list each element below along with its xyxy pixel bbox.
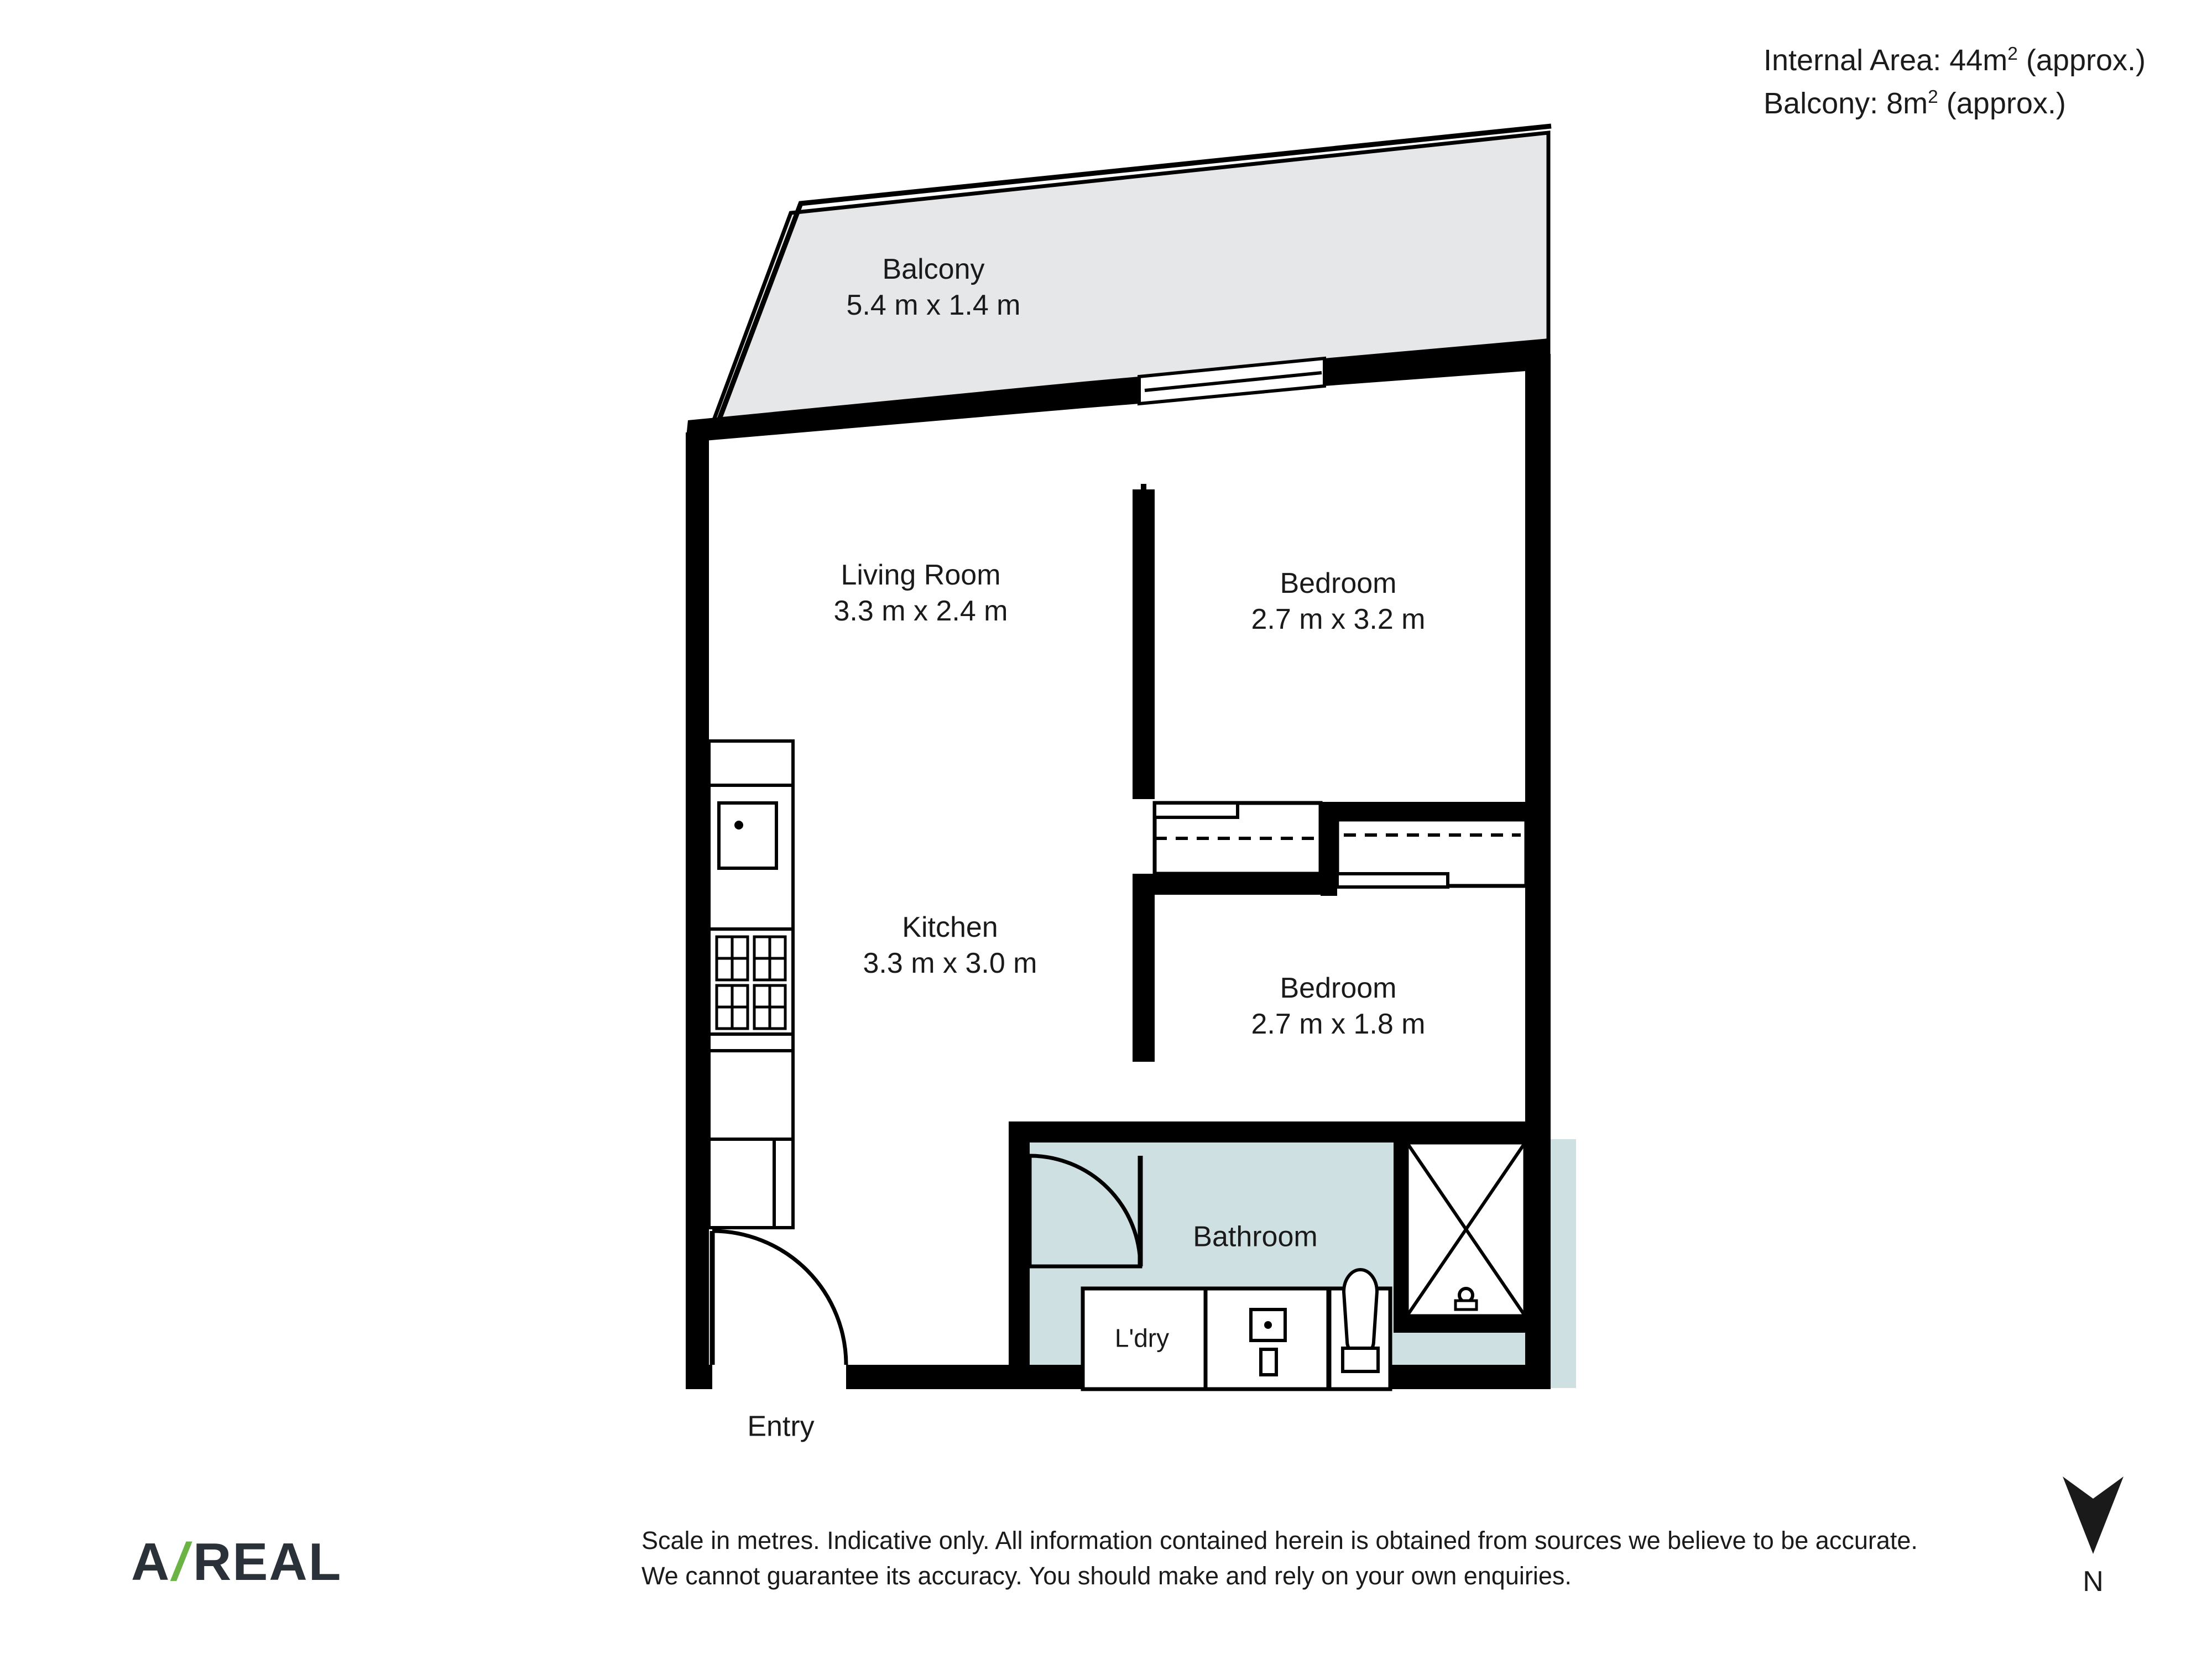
toilet-fixture: [1329, 1270, 1390, 1389]
room-label-balcony: [847, 252, 1021, 324]
logo-text-second: REAL: [193, 1532, 342, 1592]
bedroom2-wardrobe: [1337, 820, 1526, 887]
balcony-area-label: Balcony: 8m: [1764, 87, 1928, 121]
internal-area-suffix: (approx.): [2017, 44, 2146, 77]
room-label-bedroom-1: [1251, 566, 1426, 638]
room-dims: 2.7 m x 3.2 m: [1251, 603, 1426, 635]
vanity-basin: [1206, 1288, 1328, 1389]
room-label-bathroom: [1193, 1219, 1317, 1255]
room-dims: 5.4 m x 1.4 m: [846, 289, 1021, 321]
internal-area-superscript: 2: [2007, 44, 2018, 64]
logo-slash-icon: /: [168, 1532, 196, 1592]
balcony-area-suffix: (approx.): [1938, 87, 2066, 121]
interior-wall-between-bedrooms: [1133, 874, 1321, 895]
entry-door-opening: [712, 1365, 846, 1389]
room-dims: 2.7 m x 1.8 m: [1251, 1008, 1426, 1040]
room-name: Bedroom: [1280, 567, 1397, 599]
bathroom-wall-top: [1009, 1121, 1548, 1142]
exterior-wall-top-door-jamb: [1084, 377, 1139, 408]
room-label-entry: [747, 1409, 814, 1445]
shower-enclosure: [1407, 1142, 1525, 1316]
room-dims: 3.3 m x 2.4 m: [833, 595, 1008, 627]
exterior-wall-right: [1525, 354, 1551, 1388]
compass: [2052, 1471, 2135, 1598]
bathroom-wall-left: [1009, 1121, 1030, 1389]
bathroom-wall-shower-right: [1394, 1316, 1532, 1333]
room-name: Balcony: [882, 253, 985, 285]
room-name: Entry: [747, 1410, 815, 1443]
interior-wall-bedroom2-top: [1321, 802, 1526, 820]
disclaimer-text: Scale in metres. Indicative only. All information contained herein is obtained from sources we believe to be accurate. We cannot guarantee its accuracy. You should make and rely on your own enquiries.: [641, 1526, 1918, 1590]
compass-north-icon: [2052, 1471, 2135, 1559]
room-name: Bathroom: [1193, 1220, 1318, 1253]
room-label-kitchen: [863, 910, 1037, 982]
room-label-laundry: [1115, 1322, 1169, 1354]
bedroom1-wardrobe: [1155, 803, 1321, 874]
room-name: Living Room: [841, 559, 1001, 591]
kitchen-joinery: [709, 741, 793, 1228]
bathroom-wall-shower-vertical: [1394, 1142, 1406, 1333]
logo-text-first: A: [131, 1532, 171, 1592]
internal-area-label: Internal Area: 44m: [1764, 44, 2008, 77]
exterior-wall-left: [686, 432, 709, 1389]
footer: [0, 1482, 2212, 1659]
room-dims: 3.3 m x 3.0 m: [863, 947, 1037, 979]
compass-letter: N: [2083, 1566, 2104, 1598]
brand-logo: [131, 1532, 342, 1593]
room-name: Bedroom: [1280, 972, 1397, 1004]
balcony-area-superscript: 2: [1928, 87, 1938, 108]
room-label-living-room: [834, 557, 1008, 629]
room-name: Kitchen: [902, 911, 998, 943]
room-name: L'dry: [1114, 1323, 1170, 1353]
room-label-bedroom-2: [1251, 971, 1426, 1042]
